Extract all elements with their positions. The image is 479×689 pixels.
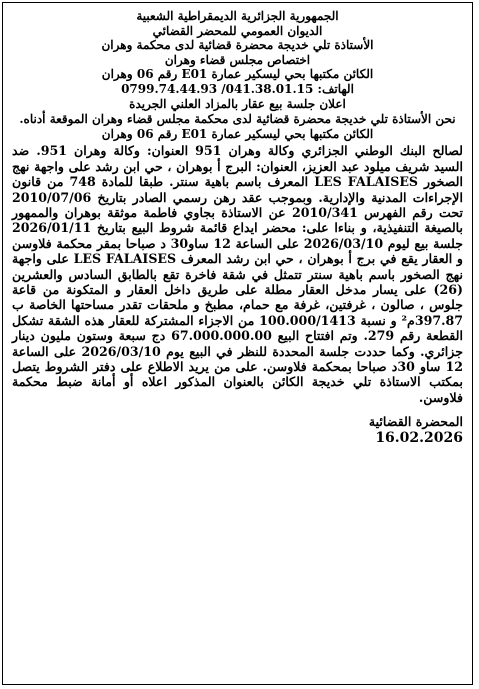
notice-intro: نحن الأستاذة تلي خديجة محضرة قضائية لدى محكمة مجلس قضاء وهران الموقعة أدناه. الكائن مكتبها بحي ليسكير عمارة E01 رقم 06 وهران bbox=[19, 112, 456, 141]
auction-notice bbox=[2, 2, 473, 685]
header-phone: الهاتف: 041.38.01.15/ 0799.74.44.93 bbox=[121, 81, 354, 96]
header-title: اعلان جلسة بيع عقار بالمزاد العلني الجريدة bbox=[129, 96, 346, 111]
signature-block bbox=[12, 413, 463, 447]
header-address: الكائن مكتبها بحي ليسكير عمارة E01 رقم 06 وهران bbox=[101, 67, 374, 82]
notice-body: لصالح البنك الوطني الجزائري وكالة وهران 951 العنوان: وكالة وهران 951. ضد السيد شريف ميلود عبد العزيز، العنوان: البرج أ بوهران ، حي ابن رشد على واجهة نهج الصخور LES FALAISES المعرف باسم باهية سنتر. طبقا للمادة 748 من قانون الإجراءات المدنية والإدارية. وبموجب عقد رهن رسمي الصادر بتاريخ 2010/07/06 تحت رقم الفهرس 2010/341 عن الاستاذة بجاوي فاطمة موثقة بوهران والممهور بالصيغة التنفيذية، و بناءا على: محضر ايداع قائمة شروط البيع بتاريخ 2026/01/11 جلسة بيع ليوم 2026/03/10 على الساعة 12 ساو30 د صباحا بمقر محكمة فلاوسن و العقار يقع في برج أ بوهران ، حي ابن رشد المعرف LES FALAISES على واجهة نهج الصخور باسم باهية سنتر تتمثل في شقة فاخرة تقع بالطابق السادس والعشرين (26) على يسار مدخل العقار مطلة على طريق داخل العقار و المتكونة من قاعة جلوس ، صالون ، غرفتين، غرفة مع حمام، مطبخ و ملحقات تقدر مساحتها الخاصة ب 397.87م² و نسبة 100.000/1413 من الاجزاء المشتركة للعقار هذه الشقة تشكل القطعة رقم 279. وتم افتتاح البيع 67.000.000.00 دج سبعة وستون مليون دينار جزائري. وكما حددت جلسة المحددة للنظر في البيع يوم 2026/03/10 على الساعة 12 ساو 30د صباحا بمحكمة فلاوسن. على من يريد الاطلاع على دفتر الشروط يتصل بمكتب الاستاذة تلي خديجة الكائن بالعنوان المذكور اعلاه أو أمانة ضبط محكمة فلاوسن. bbox=[12, 143, 464, 405]
header-bailiff: الأستاذة تلي خديجة محضرة قضائية لدى محكمة وهران bbox=[101, 38, 374, 53]
header-republic: الجمهورية الجزائرية الديمقراطية الشعبية bbox=[136, 9, 339, 23]
signature-date: 16.02.2026 bbox=[375, 430, 463, 447]
header-jurisdiction: اختصاص مجلس قضاء وهران bbox=[164, 52, 311, 67]
notice-header bbox=[12, 9, 463, 111]
signature-title: المحضرة القضائية bbox=[368, 414, 463, 430]
header-office: الديوان العمومي للمحضر القضائي bbox=[152, 23, 323, 38]
